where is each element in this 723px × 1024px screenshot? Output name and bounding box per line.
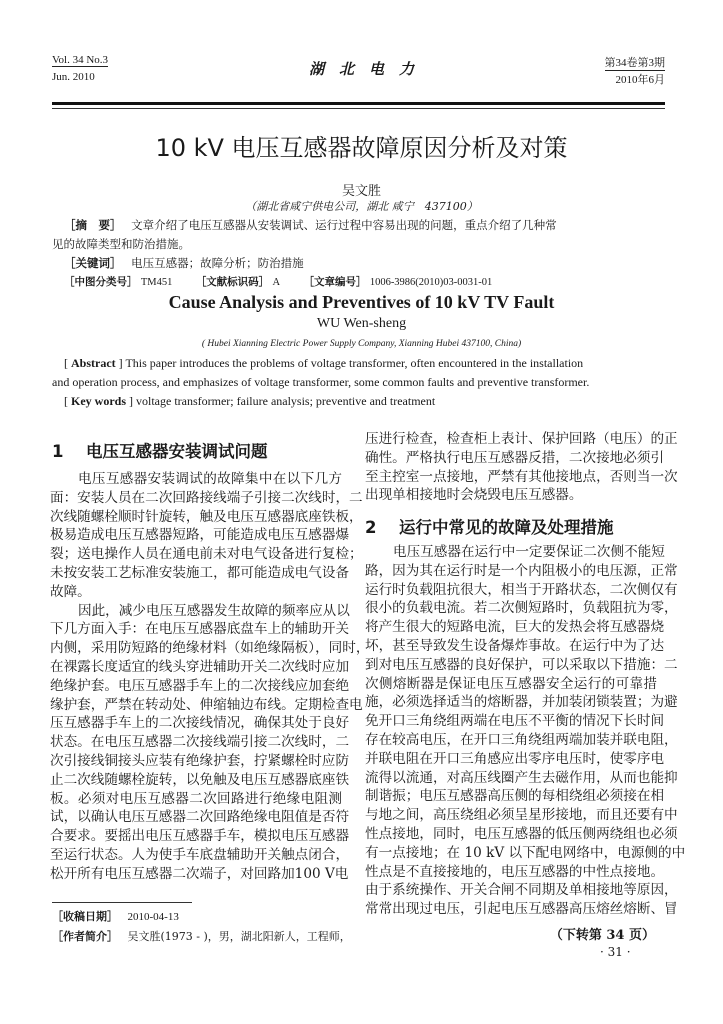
text-line: 性点是不直接接地的，电压互感器的中性点接地。 [365, 863, 665, 880]
abstract-cn-line2: 见的故障类型和防治措施。 [52, 237, 190, 251]
text-line: 免开口三角绕组两端在电压不平衡的情况下长时间 [365, 713, 665, 730]
text-line: 下几方面入手：在电压互感器底盘车上的辅助开关 [50, 621, 350, 638]
continued-note: （下转第 34 页） [549, 928, 655, 943]
text-line: 次线随螺栓顺时针旋转，触及电压互感器底座铁板， [50, 508, 363, 525]
doc-code-value: A [272, 277, 281, 288]
text-line: 施，必须选择适当的熔断器，并加装闭锁装置；为避 [365, 694, 678, 711]
journal-name: 湖 北 电 力 [308, 60, 414, 78]
text-line: 运行时负载阻抗很大，相当于开路状态，二次侧仅有 [365, 581, 678, 598]
text-line: 合要求。要摇出电压互感器手车，模拟电压互感器 [50, 828, 350, 845]
page-number: · 31 · [600, 945, 631, 959]
abstract-cn-label: ［摘 要］ [64, 218, 122, 232]
text-line: 很小的负载电流。若二次侧短路时，负载阻抗为零， [365, 600, 678, 617]
keywords-cn [64, 255, 304, 271]
abstract-en-line2: and operation process, and emphasizes of voltage transformer, some common faults and preventive transformer. [52, 375, 590, 389]
date-cn: 2010年6月 [615, 74, 665, 86]
right-column-continued [365, 430, 678, 510]
keywords-en: [ Key words ] voltage transformer; failure analysis; preventive and treatment [64, 394, 436, 408]
text-line: 未按安装工艺标准安装施工，都可能造成电气设备 [50, 565, 350, 581]
text-line: 绝缘护套。电压互感器手车上的二次接线应加套绝 [50, 677, 350, 694]
text-line: 有一点接地；在 10 kV 以下配电网络中，电源侧的中 [365, 844, 686, 861]
author-bio [52, 928, 351, 944]
text-line: 存在较高电压，在开口三角绕组两端加装并联电阻， [365, 732, 678, 748]
left-column [50, 470, 370, 890]
clc-value: TM451 [140, 277, 173, 288]
paper-title: 10 kV 电压互感器故障原因分析及对策 [155, 134, 568, 162]
text-line: 由于系统操作、开关合闸不同期及单相接地等原因， [365, 882, 678, 899]
abstract-cn-line1 [64, 217, 557, 233]
footnote-rule [52, 902, 192, 903]
bio-value: 吴文胜(1973 - )，男，湖北阳新人，工程师， [127, 930, 351, 943]
text-line: 至主控室一点接地，严禁有其他接地点，否则当一次 [365, 468, 678, 485]
text-line: 次引接线铜接头应装有绝缘护套，拧紧螺栓时应防 [50, 753, 350, 769]
text-line: 面：安装人员在二次回路接线端子引接二次线时，二 [50, 489, 363, 506]
text-line: 路，因为其在运行时是一个内阻极小的电压源，正常 [365, 562, 678, 579]
received-date [52, 908, 179, 924]
text-line: 缘护套，严禁在转动处、伸缩轴边布线。定期检查电 [50, 696, 363, 713]
text-line: 故障。 [50, 583, 91, 600]
header-rule-thin [52, 108, 665, 109]
text-line: 裂；送电操作人员在通电前未对电气设备进行复检； [50, 546, 363, 563]
text-line: 板。必须对电压互感器二次回路进行绝缘电阻测 [50, 790, 342, 807]
section-2-title: 运行中常见的故障及处理措施 [399, 518, 614, 537]
header-rule [52, 102, 665, 105]
text-line: 松开所有电压互感器二次端子，对回路加100 V电 [50, 865, 349, 882]
text-line: 次侧熔断器是保证电压互感器安全运行的可靠措 [365, 675, 657, 692]
text-line: 并联电阻在开口三角感应出零序电压时，使零序电 [365, 750, 665, 767]
keywords-cn-label: ［关键词］ [64, 256, 122, 270]
text-line: 状态。在电压互感器二次接线端引接二次线时，二 [50, 734, 350, 751]
text-line: 在裸露长度适宜的线头穿进辅助开关二次线时应加 [50, 659, 350, 675]
text-line: 止二次线随螺栓旋转，以免触及电压互感器底座铁 [50, 771, 350, 788]
author: 吴文胜 [341, 184, 381, 199]
text-line: 压互感器手车上的二次接线情况，确保其处于良好 [50, 715, 350, 732]
author-en: WU Wen-sheng [316, 316, 407, 331]
text-line: 内侧，采用防短路的绝缘材料（如绝缘隔板），同时， [50, 640, 370, 657]
abstract-en-text: This paper introduces the problems of voltage transformer, often encountered in the installation [125, 356, 584, 370]
section-2-heading [365, 514, 614, 538]
clc-label: ［中图分类号］ [64, 276, 138, 288]
keywords-cn-text: 电压互感器；故障分析；防治措施 [131, 256, 304, 270]
text-line: 常常出现过电压，引起电压互感器高压熔丝熔断、冒 [365, 901, 678, 918]
keywords-en-label: Key words [71, 394, 126, 408]
keywords-en-text: voltage transformer; failure analysis; preventive and treatment [136, 394, 436, 408]
text-line: 将产生很大的短路电流，巨大的发热会将互感器烧 [365, 619, 665, 636]
text-line: 至运行状态。人为使手车底盘辅助开关触点闭合， [50, 847, 350, 863]
section-2-number: 2 [365, 518, 377, 537]
bio-label: ［作者简介］ [52, 930, 118, 943]
text-line: 电压互感器安装调试的故障集中在以下几方 [78, 471, 342, 487]
text-line: 坏，甚至导致发生设备爆炸事故。在运行中为了达 [365, 638, 665, 654]
doc-code-label: ［文献标识码］ [195, 276, 270, 288]
abstract-cn-text: 文章介绍了电压互感器从安装调试、运行过程中容易出现的问题，重点介绍了几种常 [131, 218, 557, 232]
text-line: 性点接地，同时，电压互感器的低压侧两绕组也必须 [365, 826, 678, 842]
volume-en: Vol. 34 No.3 [52, 54, 109, 66]
right-column [365, 543, 686, 923]
text-line: 与地之间，高压绕组必须呈星形接地，而且还要有中 [365, 807, 678, 824]
volume-cn: 第34卷第3期 [605, 54, 666, 71]
text-line: 出现单相接地时会烧毁电压互感器。 [365, 487, 583, 504]
received-value: 2010-04-13 [127, 911, 179, 923]
affiliation-en: ( Hubei Xianning Electric Power Supply Company, Xianning Hubei 437100, China) [201, 339, 522, 349]
received-label: ［收稿日期］ [52, 910, 118, 923]
text-line: 电压互感器在运行中一定要保证二次侧不能短 [393, 544, 665, 560]
section-1-number: 1 [52, 442, 64, 461]
date-en: Jun. 2010 [52, 71, 95, 83]
article-no-value: 1006-3986(2010)03-0031-01 [369, 277, 493, 288]
affiliation: （湖北省咸宁供电公司，湖北 咸宁 437100） [245, 200, 478, 213]
abstract-en-line1: [ Abstract ] This paper introduces the problems of voltage transformer, often encountered in the installation [64, 356, 584, 370]
article-no-label: ［文章编号］ [303, 276, 367, 288]
title-en: Cause Analysis and Preventives of 10 kV TV Fault [168, 292, 555, 312]
text-line: 因此，减少电压互感器发生故障的频率应从以 [78, 602, 350, 619]
text-line: 确性。严格执行电压互感器反措，二次接地必须引 [365, 449, 665, 466]
classification [64, 274, 492, 289]
text-line: 压进行检查，检查柜上表计、保护回路（电压）的正 [365, 431, 678, 447]
text-line: 试，以确认电压互感器二次回路绝缘电阻值是否符 [50, 809, 350, 826]
text-line: 流得以流通，对高压线圈产生去磁作用，从而也能抑 [365, 769, 678, 786]
text-line: 制谐振；电压互感器高压侧的每相绕组必须接在相 [365, 788, 665, 805]
abstract-en-label: Abstract [71, 356, 116, 370]
text-line: 极易造成电压互感器短路，可能造成电压互感器爆 [50, 527, 350, 544]
section-1-heading [52, 438, 268, 462]
section-1-title: 电压互感器安装调试问题 [86, 442, 268, 461]
text-line: 到对电压互感器的良好保护，可以采取以下措施：二 [365, 656, 678, 673]
